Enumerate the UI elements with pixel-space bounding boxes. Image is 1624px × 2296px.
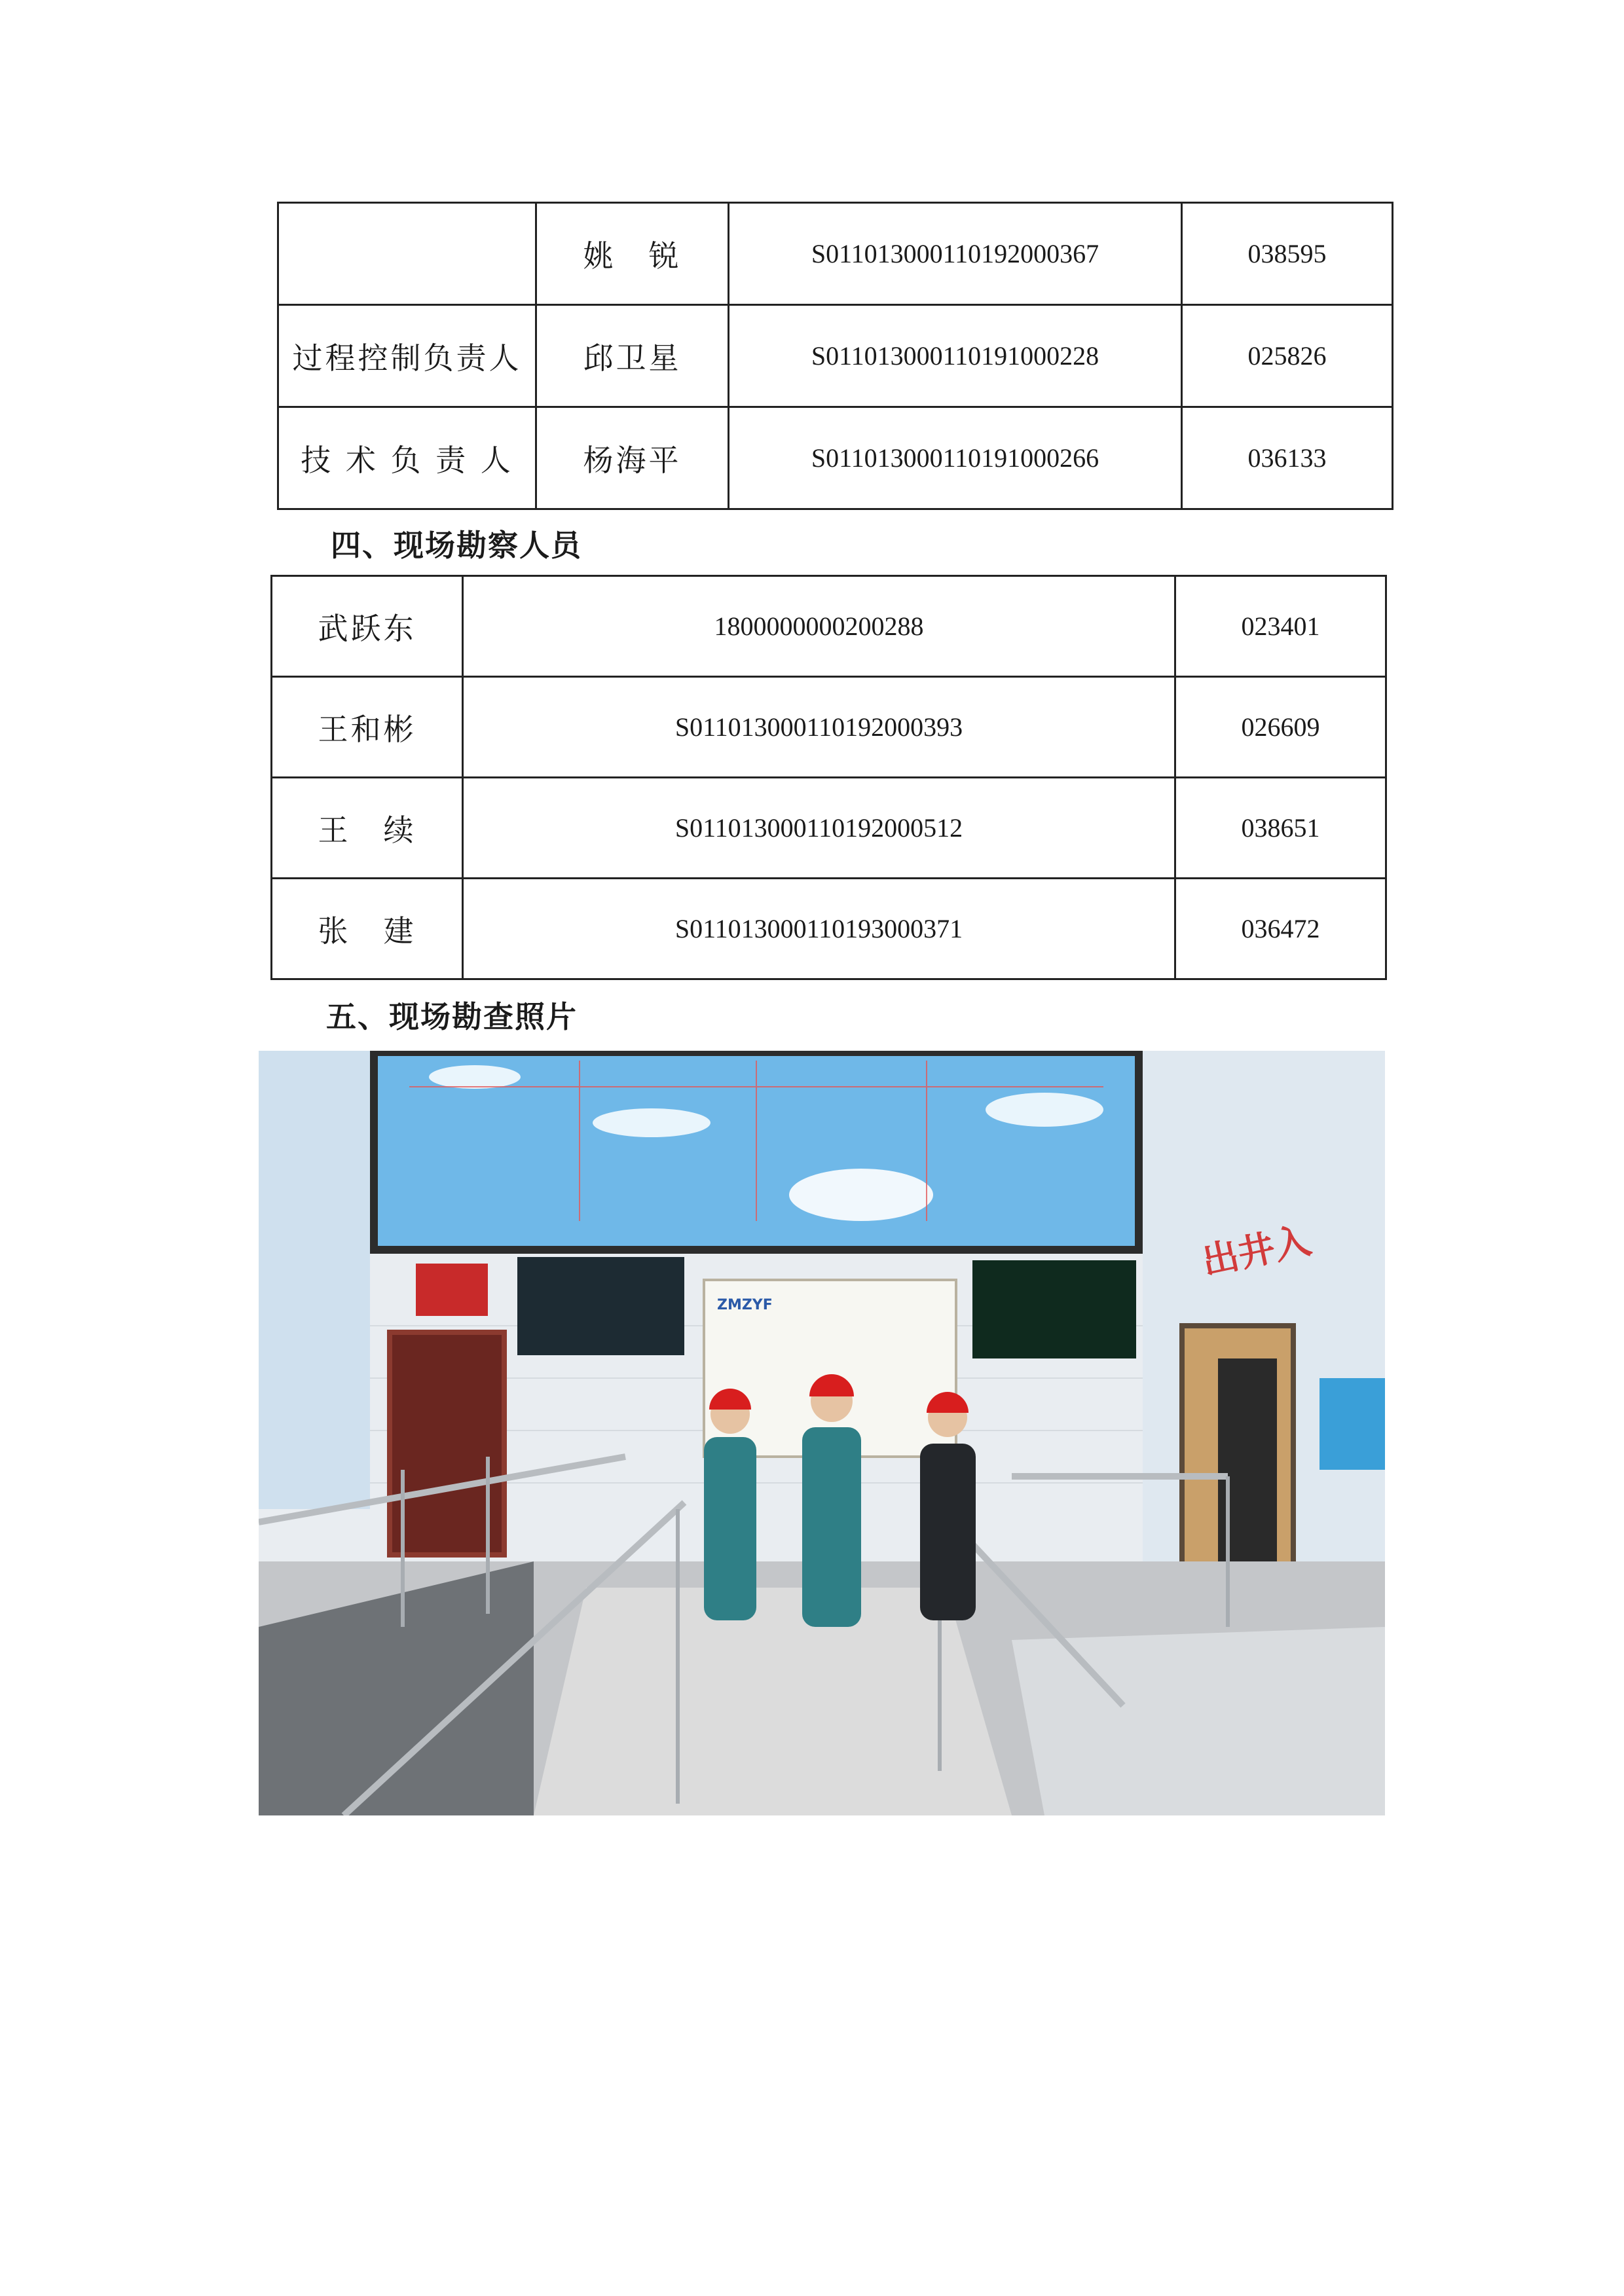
exit-entry-sign: 出井入 [1198, 1219, 1315, 1284]
name-cell: 姚 锐 [536, 203, 729, 305]
cert-cell: S011013000110192000367 [729, 203, 1182, 305]
code-cell: 036472 [1175, 879, 1386, 979]
code-cell: 023401 [1175, 576, 1386, 677]
code-cell: 026609 [1175, 677, 1386, 778]
table-row [278, 407, 1393, 509]
table-row [272, 576, 1386, 677]
logo-text: ZMZYF [717, 1297, 773, 1313]
name-cell: 王 续 [272, 778, 463, 879]
personnel-table-1 [277, 202, 1393, 510]
table-row [272, 677, 1386, 778]
site-survey-photo [259, 1051, 1385, 1815]
cert-cell: 1800000000200288 [463, 576, 1175, 677]
cert-cell: S011013000110191000266 [729, 407, 1182, 509]
name-cell: 王和彬 [272, 677, 463, 778]
table-row [272, 879, 1386, 979]
cert-cell: S011013000110191000228 [729, 305, 1182, 407]
name-cell: 武跃东 [272, 576, 463, 677]
section-5-title: 五、现场勘查照片 [326, 999, 578, 1034]
code-cell: 025826 [1182, 305, 1393, 407]
section-4-title: 四、现场勘察人员 [331, 528, 582, 563]
role-cell: 技 术 负 责 人 [278, 407, 536, 509]
code-cell: 038595 [1182, 203, 1393, 305]
code-cell: 036133 [1182, 407, 1393, 509]
role-cell: 过程控制负责人 [278, 305, 536, 407]
code-cell: 038651 [1175, 778, 1386, 879]
name-cell: 邱卫星 [536, 305, 729, 407]
cert-cell: S011013000110193000371 [463, 879, 1175, 979]
table-row [272, 778, 1386, 879]
name-cell: 杨海平 [536, 407, 729, 509]
cert-cell: S011013000110192000512 [463, 778, 1175, 879]
table-row [278, 305, 1393, 407]
personnel-table-2 [270, 575, 1387, 980]
cert-cell: S011013000110192000393 [463, 677, 1175, 778]
table-row [278, 203, 1393, 305]
role-cell [278, 203, 536, 305]
name-cell: 张 建 [272, 879, 463, 979]
